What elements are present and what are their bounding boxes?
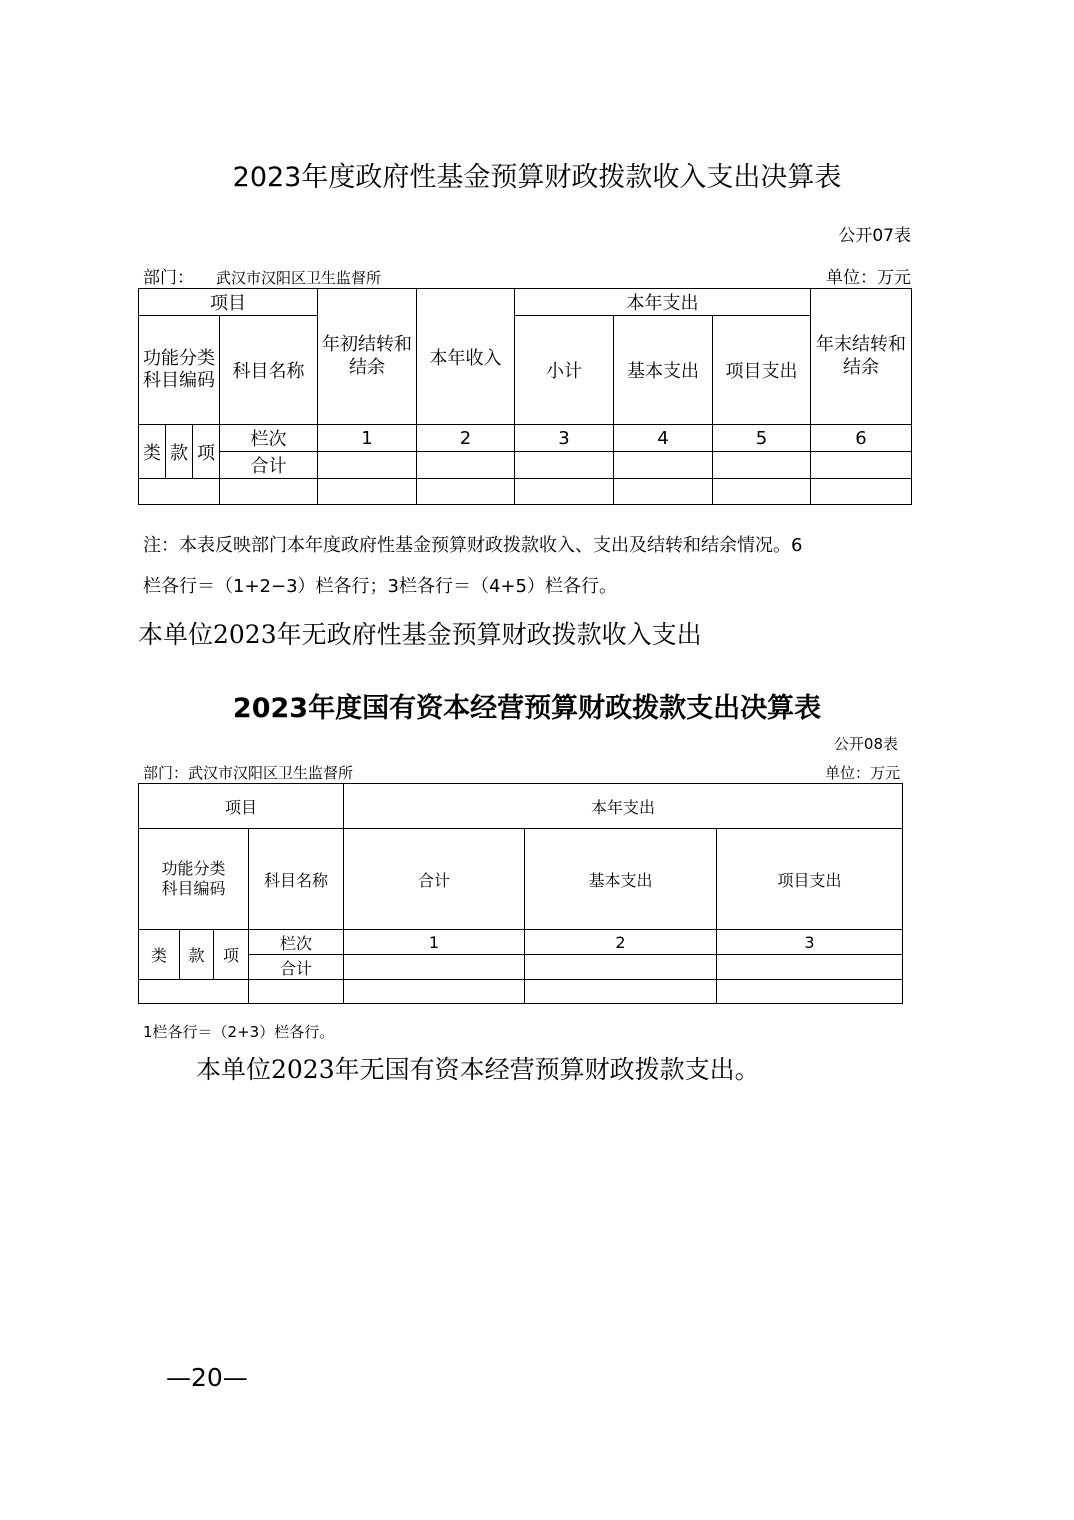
t1-h-subtotal: 小计 [515, 316, 614, 425]
table1-dept-name: 武汉市汉阳区卫生监督所 [216, 269, 382, 287]
t2-h-heji: 合计 [249, 955, 344, 980]
t1-col-5: 5 [713, 425, 811, 452]
t1-col-3: 3 [515, 425, 614, 452]
t1-h-name: 科目名称 [220, 316, 318, 425]
t1-h-lanci: 栏次 [220, 425, 318, 452]
t2-col-1: 1 [344, 930, 525, 955]
t1-h-heji: 合计 [220, 452, 318, 479]
t2-col-3: 3 [717, 930, 903, 955]
table1-unit: 单位：万元 [826, 268, 911, 288]
t2-h-xiang: 项 [214, 930, 249, 980]
t2-h-kuan: 款 [180, 930, 214, 980]
table1-code: 公开07表 [838, 226, 911, 246]
t1-col-2: 2 [417, 425, 515, 452]
t1-h-code: 功能分类 科目编码 [139, 316, 220, 425]
t2-total-cell [717, 955, 903, 980]
t1-total-cell [417, 452, 515, 479]
t1-total-cell [811, 452, 912, 479]
t1-h-lei: 类 [139, 425, 166, 479]
table2 [138, 783, 903, 1004]
table1-note-line1: 注：本表反映部门本年度政府性基金预算财政拨款收入、支出及结转和结余情况。6 [143, 535, 803, 556]
t1-col-4: 4 [614, 425, 713, 452]
table2-dept-name: 武汉市汉阳区卫生监督所 [188, 764, 354, 782]
table2-note: 1栏各行＝（2+3）栏各行。 [143, 1023, 335, 1041]
t1-empty-row [139, 479, 912, 505]
t2-col-2: 2 [525, 930, 717, 955]
t1-h-begin: 年初结转和 结余 [318, 289, 417, 425]
table2-code: 公开08表 [833, 735, 898, 753]
t1-total-cell [614, 452, 713, 479]
t2-empty-row [139, 980, 903, 1004]
table2-unit: 单位：万元 [824, 764, 900, 782]
table1-dept [143, 263, 381, 288]
t1-h-project: 项目支出 [713, 316, 811, 425]
table1-dept-label: 部门： [143, 268, 194, 288]
t2-h-total: 合计 [344, 829, 525, 930]
t1-h-kuan: 款 [166, 425, 193, 479]
t2-h-code: 功能分类 科目编码 [139, 829, 249, 930]
t2-h-basic: 基本支出 [525, 829, 717, 930]
t1-h-xiang: 项 [193, 425, 220, 479]
t1-total-cell [713, 452, 811, 479]
t1-col-6: 6 [811, 425, 912, 452]
table1-statement: 本单位2023年无政府性基金预算财政拨款收入支出 [138, 620, 702, 649]
table2-dept-label: 部门： [143, 764, 189, 782]
table2-dept [143, 762, 353, 783]
t1-h-basic: 基本支出 [614, 316, 713, 425]
t1-h-end: 年末结转和 结余 [811, 289, 912, 425]
table1-note-line2: 栏各行＝（1+2−3）栏各行；3栏各行＝（4+5）栏各行。 [143, 576, 617, 597]
page-number: —20— [166, 1363, 248, 1392]
t1-h-income: 本年收入 [417, 289, 515, 425]
t2-total-cell [525, 955, 717, 980]
t2-h-lanci: 栏次 [249, 930, 344, 955]
table1 [138, 288, 912, 505]
t2-h-xiangmu: 项目 [139, 784, 344, 829]
t1-col-1: 1 [318, 425, 417, 452]
t1-h-expense: 本年支出 [515, 289, 811, 316]
table2-title: 2023年度国有资本经营预算财政拨款支出决算表 [232, 693, 822, 724]
t1-h-xiangmu: 项目 [139, 289, 318, 316]
table1-title: 2023年度政府性基金预算财政拨款收入支出决算表 [232, 162, 842, 193]
t2-total-cell [344, 955, 525, 980]
t1-total-cell [515, 452, 614, 479]
table2-statement: 本单位2023年无国有资本经营预算财政拨款支出。 [196, 1055, 760, 1084]
t2-h-name: 科目名称 [249, 829, 344, 930]
t1-total-cell [318, 452, 417, 479]
t2-h-lei: 类 [139, 930, 180, 980]
t2-h-expense: 本年支出 [344, 784, 903, 829]
t2-h-project: 项目支出 [717, 829, 903, 930]
